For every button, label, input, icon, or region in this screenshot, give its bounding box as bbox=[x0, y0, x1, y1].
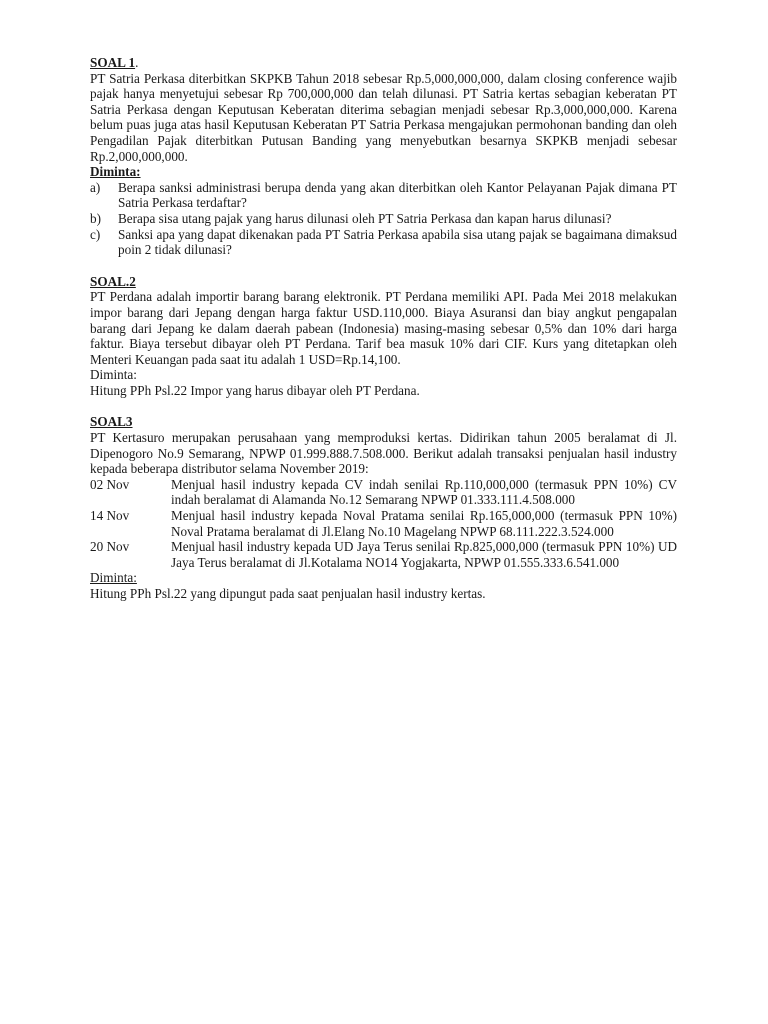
soal-1-diminta-label: Diminta: bbox=[90, 164, 141, 180]
transaction-description: Menjual hasil industry kepada CV indah senilai Rp.110,000,000 (termasuk PPN 10%) CV indah beralamat di Alamanda No.12 Semarang NPWP 01.333.111.4.508.000 bbox=[171, 476, 677, 508]
question-marker: a) bbox=[90, 179, 101, 195]
soal-3-transaction-list bbox=[90, 477, 677, 571]
transaction-row bbox=[90, 477, 677, 508]
transaction-date: 20 Nov bbox=[90, 539, 130, 555]
question-marker: b) bbox=[90, 210, 101, 226]
soal-2-title: SOAL.2 bbox=[90, 273, 136, 289]
transaction-description: Menjual hasil industry kepada Noval Pratama senilai Rp.165,000,000 (termasuk PPN 10%) Noval Pratama beralamat di Jl.Elang No.10 Magelang NPWP 68.111.222.3.524.000 bbox=[171, 508, 677, 539]
soal-3-body: PT Kertasuro merupakan perusahaan yang memproduksi kertas. Didirikan tahun 2005 beralamat di Jl. Dipenogoro No.9 Semarang, NPWP 01.999.888.7.508.000. Berikut adalah transaksi penjualan hasil industry kepada beberapa distributor selama November 2019: bbox=[90, 430, 677, 477]
transaction-date: 14 Nov bbox=[90, 508, 130, 524]
soal-3-section bbox=[90, 414, 677, 601]
question-marker: c) bbox=[90, 226, 101, 242]
soal-3-diminta-label: Diminta: bbox=[90, 570, 137, 586]
soal-1-title-suffix: . bbox=[135, 55, 139, 70]
soal-1-question-list bbox=[90, 180, 677, 258]
section-spacer bbox=[90, 398, 677, 414]
question-text: Berapa sisa utang pajak yang harus dilunasi oleh PT Satria Perkasa dan kapan harus dilunasi? bbox=[118, 210, 612, 226]
question-text: Sanksi apa yang dapat dikenakan pada PT Satria Perkasa apabila sisa utang pajak se bagaimana dimaksud poin 2 tidak dilunasi? bbox=[118, 226, 677, 258]
question-item-c bbox=[90, 227, 677, 258]
transaction-date: 02 Nov bbox=[90, 476, 130, 492]
question-text: Berapa sanksi administrasi berupa denda yang akan diterbitkan oleh Kantor Pelayanan Pajak dimana PT Satria Perkasa terdaftar? bbox=[118, 179, 677, 211]
soal-1-body: PT Satria Perkasa diterbitkan SKPKB Tahun 2018 sebesar Rp.5,000,000,000, dalam closing conference wajib pajak hanya menyetujui sebesar Rp 700,000,000 dan telah dilunasi. PT Satria kertas sebagian keberatan PT Satria Perkasa dengan Keputusan Keberatan diterima sebagian menjadi sebesar Rp.3,000,000,000. Karena belum puas juga atas hasil Keputusan Keberatan PT Satria Perkasa mengajukan permohonan banding dan oleh Pengadilan Pajak diterbitkan Putusan Banding yang menyebutkan besarnya SKPKB menjadi sebesar Rp.2,000,000,000. bbox=[90, 70, 677, 164]
soal-1-title: SOAL 1 bbox=[90, 55, 136, 70]
soal-1-section bbox=[90, 55, 677, 258]
soal-3-title: SOAL3 bbox=[90, 414, 133, 430]
soal-2-question: Hitung PPh Psl.22 Impor yang harus dibayar oleh PT Perdana. bbox=[90, 382, 420, 398]
soal-2-diminta-label: Diminta: bbox=[90, 367, 137, 383]
transaction-row bbox=[90, 539, 677, 570]
transaction-description: Menjual hasil industry kepada UD Jaya Terus senilai Rp.825,000,000 (termasuk PPN 10%) UD Jaya Terus beralamat di Jl.Kotalama NO14 Yogjakarta, NPWP 01.555.333.6.541.000 bbox=[171, 539, 677, 570]
question-item-a bbox=[90, 180, 677, 211]
section-spacer bbox=[90, 258, 677, 274]
document-page bbox=[90, 55, 677, 602]
transaction-row bbox=[90, 508, 677, 539]
soal-3-question: Hitung PPh Psl.22 yang dipungut pada saat penjualan hasil industry kertas. bbox=[90, 586, 486, 601]
soal-1-heading bbox=[90, 55, 677, 71]
question-item-b bbox=[90, 211, 677, 227]
soal-2-body: PT Perdana adalah importir barang barang elektronik. PT Perdana memiliki API. Pada Mei 2018 melakukan impor barang dari Jepang dengan harga faktur USD.110,000. Biaya Asuransi dan biay angkut pengapalan barang dari Jepang ke dalam daerah pabean (Indonesia) masing-masing sebesar 0,5% dan 10% dari harga faktur. Biaya tersebut dibayar oleh PT Perdana. Tarif bea masuk 10% dari CIF. Kurs yang ditetapkan oleh Menteri Keuangan pada saat itu adalah 1 USD=Rp.14,100. bbox=[90, 289, 677, 367]
soal-2-section bbox=[90, 274, 677, 399]
